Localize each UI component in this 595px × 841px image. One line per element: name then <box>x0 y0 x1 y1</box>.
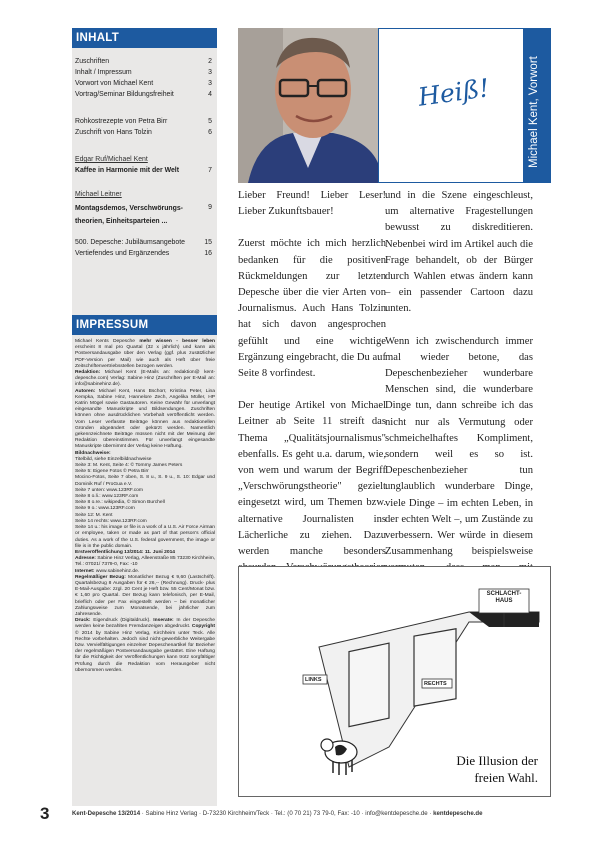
toc-entry-page: 5 <box>208 118 212 125</box>
toc-entry[interactable] <box>75 67 214 78</box>
toc-entry[interactable] <box>75 89 214 100</box>
article-paragraph: Lieber Freund! Lieber Leser! Lieber Zukunftsbauer! <box>238 190 386 218</box>
impressum-credit: Seite 8 o.re.: wikipedia, © Simon Burchell <box>75 500 165 506</box>
impressum-label: Internet: <box>75 568 95 574</box>
impressum-druck: Eigendruck (Digitaldruck). <box>90 618 154 624</box>
impressum-label: Redaktion: <box>75 370 101 376</box>
impressum-credit: Seite 7 unten: www.123RF.com <box>75 487 143 493</box>
toc-entry-title: Vertiefendes und Ergänzendes <box>75 250 170 257</box>
toc-entry-page: 2 <box>208 58 212 65</box>
article-paragraph: Der heutige Artikel von Michael Leitner ab Seite 11 streift das Thema „Qualitätsjournalismus" ebenfalls. Es geht u.a. darum, wie, von wem und warum der Begriff „Verschwörungstheorie" gezielt eingesetzt wird, um Themen bzw. alternative Journalisten ins Lächerliche zu ziehen. Dazu werden manche besonders <box>238 400 386 558</box>
toc-entry-page: 9 <box>208 204 212 211</box>
impressum-intro-bold: mehr wissen - besser leben <box>139 339 215 344</box>
cartoon <box>238 566 551 797</box>
article-paragraph: Wenn ich zwischendurch immer mal wieder betone, das Depeschenbezieher wunderbare Menschen sind, die wunderbare Dinge tun, dann schreibe ich das nicht nur als Vermutung oder schmeichelhaftes Kompliment, sondern weil es so ist. Depeschenbezieher tun unglaublich wunderbare Dinge, viele Dinge – im echten Leben, in der echten Welt –, um Zustände zu verbessern. Wer würde in diesem Zusammenhang beispielsweise <box>385 335 533 558</box>
sidebar <box>72 28 217 806</box>
toc-entry-page: 6 <box>208 129 212 136</box>
toc-section-author: Edgar Ruf/Michael Kent <box>75 156 148 163</box>
slaughterhouse-sign: SCHLACHT- HAUS <box>486 591 522 604</box>
footer-website-link[interactable]: kentdepesche.de <box>433 810 483 817</box>
impressum-text <box>75 339 215 674</box>
table-of-contents <box>72 48 217 259</box>
toc-entry[interactable] <box>75 165 214 176</box>
toc-entry-title: 500. Depesche: Jubiläumsangebote <box>75 239 185 246</box>
header-side-title: Michael Kent, Vorwort <box>528 56 540 168</box>
article-paragraph: Zuerst möchte ich mich herzlich bedanken für die positiven Rückmeldungen zur letzten Depesche über die vier Arten von Journalismus. Auch Hans Tolzin hat sich davon angesprochen gefühlt und eine wichtige Ergänzung eingebracht, die Du auf Seite 8 vorfindest. <box>238 238 386 380</box>
toc-entry-title: Kaffee in Harmonie mit der Welt <box>75 167 180 174</box>
toc-entry-page: 7 <box>208 167 212 174</box>
toc-entry-page: 4 <box>208 91 212 98</box>
impressum-label: Erstveröffentlichung 13/2014: 11. Juni 2014 <box>75 549 176 555</box>
footer-info: · Sabine Hinz Verlag · D-73230 Kirchheim/Teck · Tel.: (0 70 21) 73 79-0, Fax: -10 · info@kentdepesche.de · <box>140 810 434 817</box>
cartoon-caption-line: Die Illusion der <box>456 753 538 768</box>
toc-entry[interactable] <box>75 202 214 230</box>
impressum-inserate: In der Depesche werden keine bezahlten Fremdanzeigen abgedruckt. <box>75 618 215 630</box>
impressum-credit: Seite 9 o.: www.123RF.com <box>75 506 135 512</box>
toc-heading: INHALT <box>72 28 217 48</box>
toc-entry-page: 3 <box>208 69 212 76</box>
impressum-credit: Seite 14 rechts: www.123RF.com <box>75 518 147 524</box>
cartoon-caption <box>456 752 538 786</box>
toc-entry[interactable] <box>75 237 214 248</box>
toc-entry[interactable] <box>75 248 214 259</box>
impressum-bezug: Monatlicher Bezug € 9,60 (Lastschrift). Quartalsbezug 8 Ausgaben für € 26,-- (Rechnung). Druck- plus E-Mail-Ausgabe: zzgl. 20 Cent je Heft bzw. 55 Cent/Monat bzw. € 1,60 pro Quartal. Der Bezug kann telefonisch, per E-Mail, brieflich oder per Fax eingestellt werden – bei monatlicher Zahlungsweise zum Monatsende, bei jährlicher zum Jahresende. <box>75 574 215 617</box>
impressum-credit: Mocino-Fotos, Seite 7 oben, S. 8 u., S. 9 u., S. 10: Edgar und Dominik Ruf / ProGua e.V. <box>75 475 215 487</box>
toc-entry[interactable] <box>75 78 214 89</box>
impressum-copyright: © 2014 by Sabine Hinz Verlag, Kirchheim unter Teck. Alle Rechte vorbehalten. Jedoch sind nicht-gewerbliche Weitergabe bzw. Vervielfältigungen einzelner Depeschenartikel für Bezieher der regelmäßigen Postversandausgabe gestattet. Eine Haftung für die Richtigkeit der Veröffentlichungen kann trotz sorgfältiger Prüfung durch die Redaktion vom Herausgeber nicht übernommen werden. <box>75 630 215 673</box>
impressum-autoren: Michael Kent, Hans Bschorr, Kristina Peter, Lina Kempka, Sabine Hinz, Hannelore Zech, Angelika Müller, HP Katrin Mögel sowie Gastautoren. Keine Gewähr für unverlangt eingesandte Manuskripte und Bildsendungen. Zuschriften können ohne ausdrücklichen Vorbehalt veröffentlicht werden. Vom Leser verfasste Beiträge können aus redaktionellen Gründen abgeändert oder gekürzt werden. Namentlich gekennzeichnete Beiträge müssen nicht mit der Meinung der Redaktion übereinstimmen. Für unverlangt eingesandte Manuskripte übernimmt der Verlag keine Haftung. <box>75 388 215 450</box>
cartoon-caption-line: freien Wahl. <box>474 770 538 785</box>
article-paragraph: und in die Szene eingeschleust, um alternative Fragestellungen bewusst zu diskreditieren. Nebenbei wird im Artikel auch die Frage behandelt, ob der Bürger durch Wahlen etwas ändern kann – ein passender Cartoon dazu unten. <box>385 190 533 315</box>
impressum-label: Druck: <box>75 618 91 624</box>
heiss-title: Heiß! <box>416 73 492 112</box>
impressum-label: Bildnachweise: <box>75 450 111 456</box>
impressum-label: Inserate: <box>153 618 174 624</box>
impressum-label: Regelmäßiger Bezug: <box>75 574 126 580</box>
impressum-label: Copyright <box>191 624 215 630</box>
impressum-label: Adresse: <box>75 556 96 562</box>
toc-entry-page: 3 <box>208 80 212 87</box>
impressum-credit: Seite 14 u.: his image or file is a work of a U.S. Air Force Airman or employee, taken or made as part of that person's official duties. As a work of the U.S. federal government, the image or file is in the public domain. <box>75 525 215 549</box>
impressum-credit: Seite 3: M. Kent, Seite 4: © Tommy James Peters <box>75 463 183 469</box>
impressum-label: Autoren: <box>75 388 96 394</box>
impressum-address: Sabine Hinz Verlag, Alleenstraße 85 73230 Kirchheim, Tel.: 07021/ 7379-0, Fax: -10 <box>75 556 216 568</box>
toc-entry-title: Zuschriften <box>75 58 110 65</box>
toc-entry-title: Vorwort von Michael Kent <box>75 80 154 87</box>
toc-entry[interactable] <box>75 116 214 127</box>
toc-entry-title: Zuschrift von Hans Tolzin <box>75 129 152 136</box>
impressum-heading: IMPRESSUM <box>72 315 217 335</box>
impressum-intro-rest: erscheint 8 mal pro Quartal (32 x jährlich) und kann als Postversandausgabe über den Verlag (ggf. plus zusätzlicher PDF-Version per Mail) wie auch als Heft über freie Zeitschriftenvertriebsstellen bezogen werden. <box>75 345 215 369</box>
toc-entry[interactable] <box>75 56 214 67</box>
impressum-credit: Seite 5: Eigene Fotos © Petra Birr <box>75 469 149 475</box>
impressum-intro: Michael Kents Depesche <box>75 339 140 344</box>
toc-entry-page: 16 <box>204 250 212 257</box>
footer <box>72 810 562 817</box>
article-column-2 <box>385 188 533 609</box>
toc-section-author: Michael Leitner <box>75 191 122 198</box>
toc-entry-title: Vortrag/Seminar Bildungsfreiheit <box>75 91 174 98</box>
footer-publication: Kent-Depesche 13/2014 <box>72 810 141 817</box>
right-door-sign: RECHTS <box>424 681 447 687</box>
impressum-redaktion: Michael Kent (E-Mails an: redaktion@ kent-depesche.com) Verlag: Sabine Hinz (Zuschriften per E-Mail an: info@sabinehinz.de). <box>75 370 215 388</box>
left-door-sign: LINKS <box>305 677 322 683</box>
impressum-internet: www.sabinehinz.de. <box>94 568 140 574</box>
toc-entry-title: Inhalt / Impressum <box>75 69 132 76</box>
impressum-credit: Seite 8 o.li.: www.123RF.com <box>75 494 139 500</box>
impressum-credit: Titelbild, siehe Einzelbildnachweise <box>75 456 152 462</box>
impressum-credit: Seite 12: M. Kent <box>75 512 113 518</box>
toc-entry-title: Rohkostrezepte von Petra Birr <box>75 118 168 125</box>
toc-entry[interactable] <box>75 127 214 138</box>
author-photo <box>238 28 378 183</box>
page-number: 3 <box>40 804 50 823</box>
article-column-1 <box>238 188 386 609</box>
toc-entry-page: 15 <box>204 239 212 246</box>
toc-entry-title: Montagsdemos, Verschwörungs-theorien, Einheitsparteien ... <box>75 205 183 225</box>
